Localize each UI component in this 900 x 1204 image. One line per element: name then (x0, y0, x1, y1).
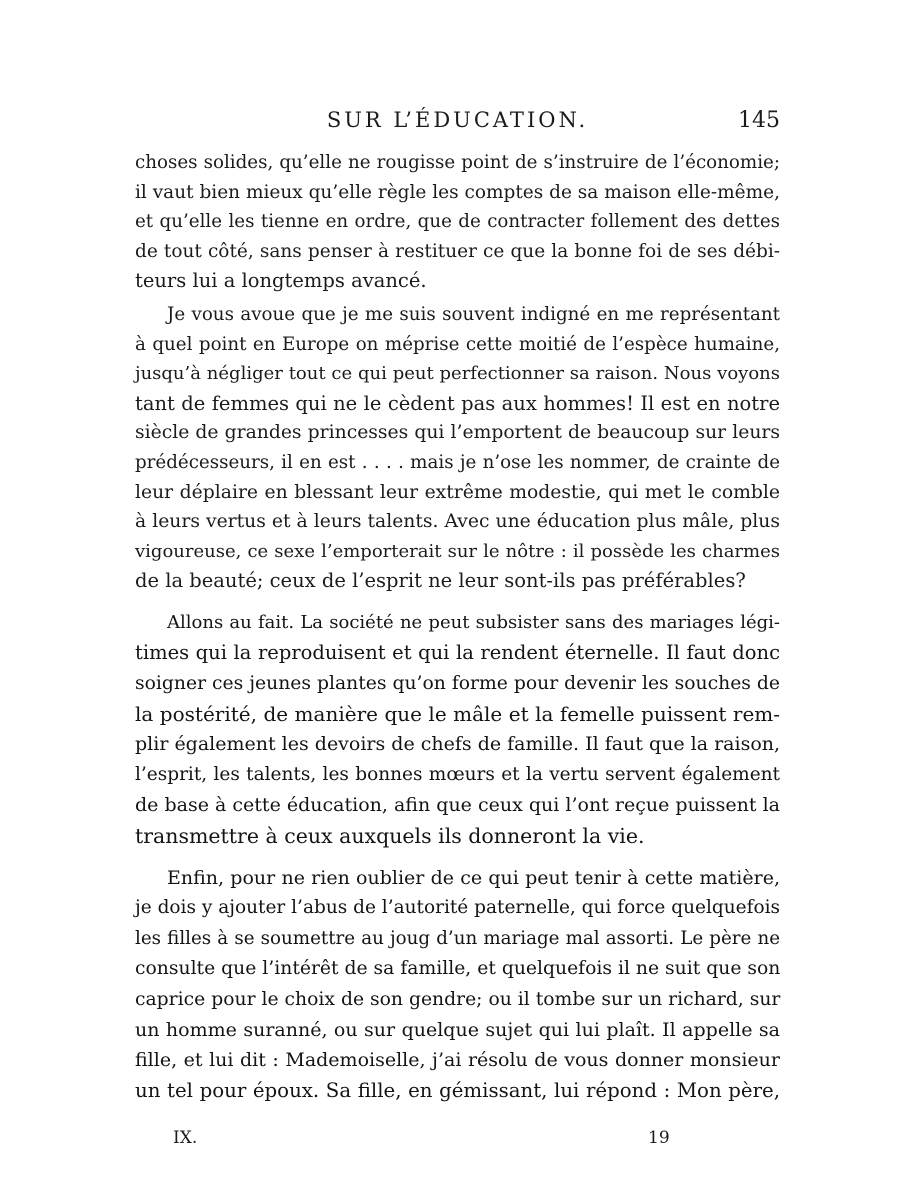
text-line: Enfin, pour ne rien oublier de ce qui peut tenir à cette matière, (167, 867, 780, 890)
text-line: choses solides, qu’elle ne rougisse point de s’instruire de l’économie; (135, 152, 780, 173)
paragraph (135, 608, 780, 851)
text-line: caprice pour le choix de son gendre; ou il tombe sur un richard, sur (135, 988, 781, 1010)
text-line: un homme suranné, ou sur quelque sujet qui lui plaît. Il appelle sa (135, 1018, 780, 1041)
text-line: vigoureuse, ce sexe l’emporterait sur le nôtre : il possède les charmes (135, 540, 780, 562)
signature-number: 19 (648, 1128, 670, 1148)
paragraph (135, 148, 780, 296)
text-line: Allons au fait. La société ne peut subsister sans des mariages légi- (167, 611, 780, 633)
text-line: de tout côté, sans penser à restituer ce que la bonne foi de ses débi- (135, 240, 780, 262)
text-line: l’esprit, les talents, les bonnes mœurs et la vertu servent également (135, 763, 780, 785)
text-line: de base à cette éducation, afin que ceux qui l’ont reçue puissent la (135, 794, 780, 817)
text-line: Je vous avoue que je me suis souvent indigné en me représentant (167, 303, 780, 325)
text-line: consulte que l’intérêt de sa famille, et quelquefois il ne suit que son (135, 958, 781, 980)
text-line: à leurs vertus et à leurs talents. Avec une éducation plus mâle, plus (135, 511, 780, 533)
text-line: transmettre à ceux auxquels ils donneront la vie. (135, 823, 645, 848)
text-line: plir également les devoirs de chefs de famille. Il faut que la raison, (135, 733, 781, 756)
text-line: un tel pour époux. Sa fille, en gémissant, lui répond : Mon père, (135, 1078, 780, 1102)
text-line: times qui la reproduisent et qui la rendent éternelle. Il faut donc (135, 641, 780, 665)
text-line: et qu’elle les tienne en ordre, que de contracter follement des dettes (135, 211, 780, 233)
text-line: prédécesseurs, il en est . . . . mais je n’ose les nommer, de crainte de (135, 451, 780, 473)
page-number: 145 (738, 108, 780, 133)
text-line: à quel point en Europe on méprise cette moitié de l’espèce humaine, (135, 333, 780, 355)
text-line: siècle de grandes princesses qui l’emportent de beaucoup sur leurs (135, 422, 780, 444)
signature-mark: IX. (173, 1128, 198, 1148)
running-title: SUR L’ÉDUCATION. (326, 108, 589, 132)
text-line: leur déplaire en blessant leur extrême modestie, qui met le comble (135, 481, 780, 503)
text-line: je dois y ajouter l’abus de l’autorité paternelle, qui force quelquefois (135, 897, 780, 919)
text-line: de la beauté; ceux de l’esprit ne leur sont-ils pas préférables? (135, 569, 746, 593)
text-line: il vaut bien mieux qu’elle règle les comptes de sa maison elle-même, (135, 181, 780, 203)
text-line: tant de femmes qui ne le cèdent pas aux hommes! Il est en notre (135, 391, 780, 415)
text-line: soigner ces jeunes plantes qu’on forme pour devenir les souches de (135, 672, 780, 694)
text-line: jusqu’à négliger tout ce qui peut perfectionner sa raison. Nous voyons (135, 363, 780, 385)
page-footer (135, 1128, 780, 1152)
text-line: fille, et lui dit : Mademoiselle, j’ai résolu de vous donner monsieur (135, 1049, 780, 1072)
text-line: les filles à se soumettre au joug d’un mariage mal assorti. Le père ne (135, 927, 780, 949)
text-line: teurs lui a longtemps avancé. (135, 269, 427, 293)
paragraph (135, 863, 780, 1106)
text-line: la postérité, de manière que le mâle et la femelle puissent rem- (135, 702, 780, 727)
page-header (135, 108, 780, 138)
body-text (135, 148, 780, 1106)
paragraph (135, 300, 780, 596)
